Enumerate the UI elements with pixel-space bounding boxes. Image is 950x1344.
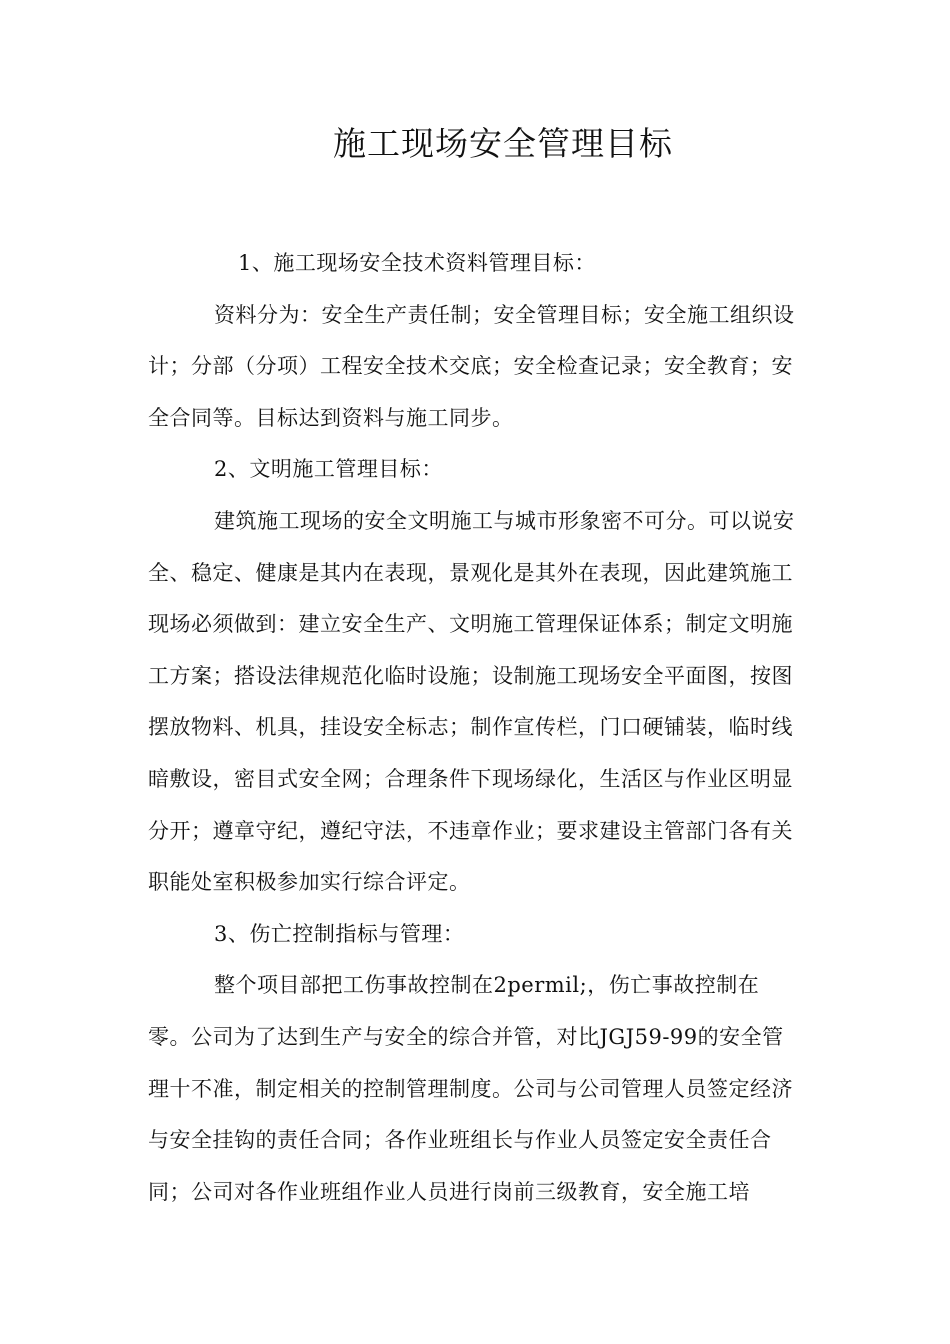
- section-heading-1: 1、施工现场安全技术资料管理目标：: [238, 251, 596, 275]
- section-heading-2: 2、文明施工管理目标：: [214, 457, 443, 482]
- paragraph-1: 资料分为：安全生产责任制；安全管理目标；安全施工组织设计；分部（分项）工程安全技术交底；安全检查记录；安全教育；安全合同等。目标达到资料与施工同步。: [148, 302, 795, 430]
- paragraph-3: 整个项目部把工伤事故控制在2permil;，伤亡事故控制在零。公司为了达到生产与安全的综合并管，对比JGJ59-99的安全管理十不准，制定相关的控制管理制度。公司与公司管理人员签定经济与安全挂钩的责任合同；各作业班组长与作业人员签定安全责任合同；公司对各作业班组作业人员进行岗前三级教育，安全施工培: [148, 973, 793, 1204]
- section-heading-3: 3、伤亡控制指标与管理：: [214, 921, 465, 946]
- paragraph-2: 建筑施工现场的安全文明施工与城市形象密不可分。可以说安全、稳定、健康是其内在表现，景观化是其外在表现，因此建筑施工现场必须做到：建立安全生产、文明施工管理保证体系；制定文明施工方案；搭设法律规范化临时设施；设制施工现场安全平面图，按图摆放物料、机具，挂设安全标志；制作宣传栏，门口硬铺装，临时线暗敷设，密目式安全网；合理条件下现场绿化，生活区与作业区明显分开；遵章守纪，遵纪守法，不违章作业；要求建设主管部门各有关职能处室积极参加实行综合评定。: [148, 508, 795, 895]
- page-title: 施工现场安全管理目标: [333, 124, 673, 163]
- document-body: [148, 238, 802, 1218]
